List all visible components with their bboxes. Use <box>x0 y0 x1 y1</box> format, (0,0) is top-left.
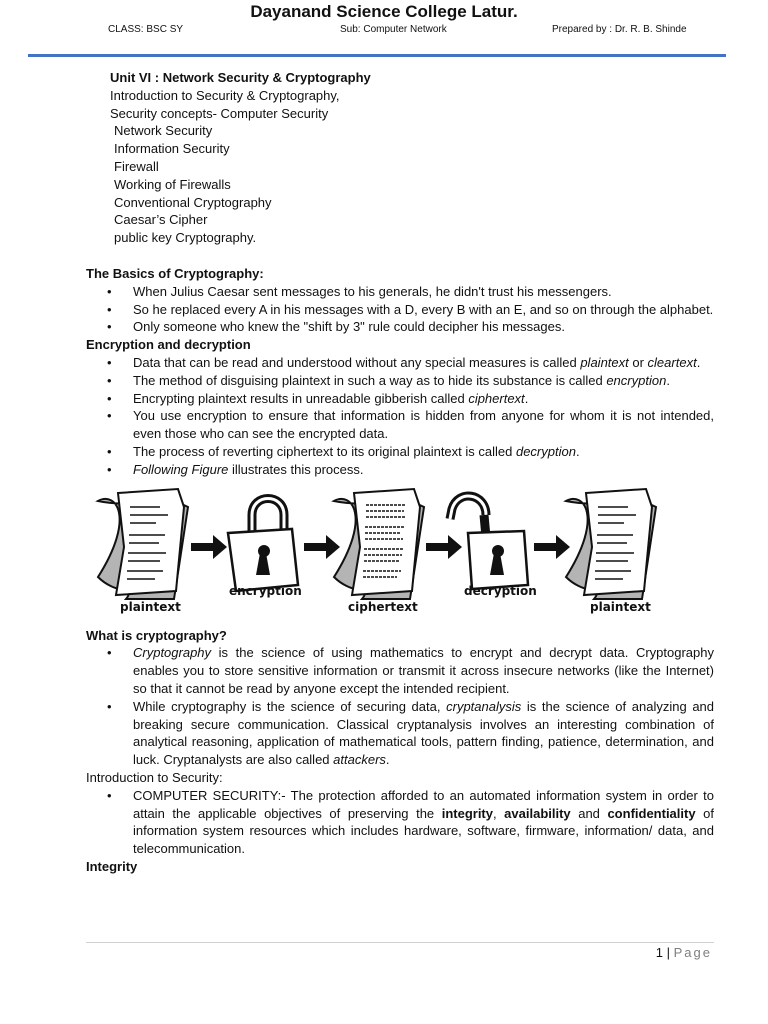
bullet-item: • Following Figure illustrates this process. <box>133 461 714 479</box>
bullet-item: • Cryptography is the science of using mathematics to encrypt and decrypt data. Cryptography enables you to store sensitive information or transmit it across insecure networks (like the Internet) so that it cannot be read by anyone except the intended recipient. <box>133 644 714 697</box>
bullet-item: • Only someone who knew the "shift by 3" rule could decipher his messages. <box>133 318 714 336</box>
subject-label: Sub: Computer Network <box>340 24 447 35</box>
unit-topic-list <box>110 87 714 247</box>
page-word: Page <box>673 945 712 960</box>
topic-item: Introduction to Security & Cryptography, <box>110 87 340 103</box>
basics-list <box>86 283 714 336</box>
page-footer <box>656 945 712 960</box>
arrow-icon <box>426 535 462 559</box>
header-divider <box>28 54 726 57</box>
topic-item: Caesar’s Cipher <box>114 212 208 228</box>
topic-item: public key Cryptography. <box>114 230 257 246</box>
topic-item: Information Security <box>114 141 230 157</box>
bullet-item: • When Julius Caesar sent messages to his generals, he didn't trust his messengers. <box>133 283 714 301</box>
intro-heading: Introduction to Security: <box>86 769 223 785</box>
what-is-heading: What is cryptography? <box>86 627 227 643</box>
ciphertext-document-icon <box>334 489 424 599</box>
figure-label: plaintext <box>590 599 651 614</box>
bullet-item: • The process of reverting ciphertext to its original plaintext is called decryption. <box>133 443 714 461</box>
bullet-item: • So he replaced every A in his messages with a D, every B with an E, and so on through the alphabet. <box>133 301 714 319</box>
footer-divider <box>86 942 714 943</box>
bullet-item: • Encrypting plaintext results in unreadable gibberish called ciphertext. <box>133 390 714 408</box>
topic-item: Network Security <box>114 123 213 139</box>
topic-item: Conventional Cryptography <box>114 194 272 210</box>
class-label: CLASS: BSC SY <box>108 24 184 35</box>
open-lock-icon <box>450 496 528 589</box>
what-is-list <box>86 644 714 769</box>
footer-separator: | <box>663 945 674 960</box>
figure-label: encryption <box>229 583 302 598</box>
document-body <box>86 69 714 876</box>
encryption-process-figure <box>86 485 714 621</box>
bullet-item: • The method of disguising plaintext in such a way as to hide its substance is called encryption. <box>133 372 714 390</box>
intro-list <box>86 787 714 858</box>
bullet-item: • You use encryption to ensure that information is hidden from anyone for whom it is not intended, even those who can see the encrypted data. <box>133 407 714 443</box>
figure-label: decryption <box>464 583 537 598</box>
topic-item: Security concepts- Computer Security <box>110 105 329 121</box>
arrow-icon <box>534 535 570 559</box>
plaintext-document-icon <box>98 489 188 599</box>
encryption-heading: Encryption and decryption <box>86 337 251 353</box>
basics-heading: The Basics of Cryptography: <box>86 265 264 281</box>
integrity-heading: Integrity <box>86 858 138 874</box>
unit-title: Unit VI : Network Security & Cryptography <box>110 70 371 85</box>
figure-label: ciphertext <box>348 599 418 614</box>
college-title: Dayanand Science College Latur. <box>250 2 518 21</box>
figure-label: plaintext <box>120 599 181 614</box>
arrow-icon <box>191 535 227 559</box>
encryption-list <box>86 354 714 479</box>
process-diagram <box>86 485 714 603</box>
page-number: 1 <box>655 945 664 960</box>
closed-lock-icon <box>228 498 298 591</box>
topic-item: Firewall <box>114 158 159 174</box>
bullet-item: • COMPUTER SECURITY:- The protection afforded to an automated information system in order to attain the applicable objectives of preserving the integrity, availability and confidentiality of information system resources which includes hardware, software, firmware, information/ data, and telecommunication. <box>133 787 714 858</box>
bullet-item: • Data that can be read and understood without any special measures is called plaintext or cleartext. <box>133 354 714 372</box>
bullet-item: • While cryptography is the science of securing data, cryptanalysis is the science of analyzing and breaking secure communication. Classical cryptanalysis involves an interesting combination of analytical reasoning, application of mathematical tools, pattern finding, patience, determination, and luck. Cryptanalysts are also called attackers. <box>133 698 714 769</box>
prepared-by-label: Prepared by : Dr. R. B. Shinde <box>552 24 687 35</box>
topic-item: Working of Firewalls <box>114 176 231 192</box>
arrow-icon <box>304 535 340 559</box>
plaintext-document-icon <box>566 489 656 599</box>
